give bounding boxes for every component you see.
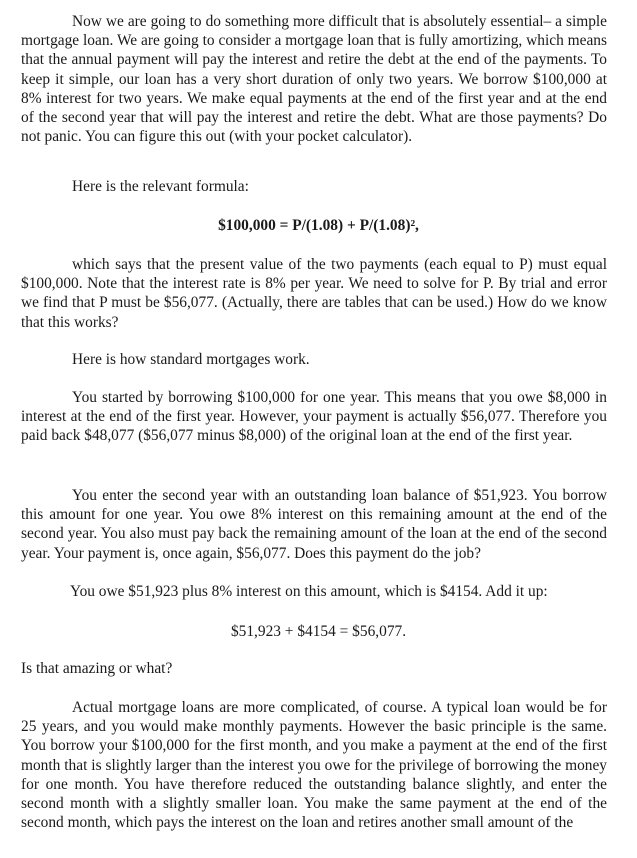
- paragraph-standard-mortgages: Here is how standard mortgages work.: [72, 351, 310, 368]
- paragraph-explanation: which says that the present value of the two payments (each equal to P) must equal $100,000. Note that the interest rate is 8% per year. We need to solve for P. By trial and error we find that P must be $56,077. (Actually, there are tables that can be used.) How do we know that this works?: [21, 256, 607, 331]
- formula-present-value: $100,000 = P/(1.08) + P/(1.08)²,: [218, 217, 419, 234]
- paragraph-interest-sum: You owe $51,923 plus 8% interest on this amount, which is $4154. Add it up:: [70, 583, 548, 600]
- formula-sum: $51,923 + $4154 = $56,077.: [230, 623, 407, 640]
- paragraph-actual-mortgages: Actual mortgage loans are more complicated, of course. A typical loan would be for 25 years, and you would make monthly payments. However the basic principle is the same. You borrow your $100,000 for the first month, and you make a payment at the end of the first month that is slightly larger than the interest you owe for the privilege of borrowing the money for one month. You have therefore reduced the outstanding balance slightly, and enter the second month with a slightly smaller loan. You make the same payment at the end of the second month, which pays the interest on the loan and retires another small amount of the: [21, 699, 607, 832]
- paragraph-second-year: You enter the second year with an outstanding loan balance of $51,923. You borrow this amount for one year. You owe 8% interest on this remaining amount at the end of the second year. You also must pay back the remaining amount of the loan at the end of the second year. Your payment is, once again, $56,077. Does this payment do the job?: [21, 487, 607, 562]
- paragraph-formula-intro: Here is the relevant formula:: [72, 178, 249, 195]
- paragraph-intro: Now we are going to do something more difficult that is absolutely essential– a simple mortgage loan. We are going to consider a mortgage loan that is fully amortizing, which means that the annual payment will pay the interest and retire the debt at the end of the payments. To keep it simple, our loan has a very short duration of only two years. We borrow $100,000 at 8% interest for two years. We make equal payments at the end of the first year and at the end of the second year that will pay the interest and retire the debt. What are those payments? Do not panic. You can figure this out (with your pocket calculator).: [21, 13, 607, 146]
- paragraph-first-year: You started by borrowing $100,000 for one year. This means that you owe $8,000 in interest at the end of the first year. However, your payment is actually $56,077. Therefore you paid back $48,077 ($56,077 minus $8,000) of the original loan at the end of the first year.: [21, 389, 607, 445]
- paragraph-amazing: Is that amazing or what?: [21, 660, 173, 677]
